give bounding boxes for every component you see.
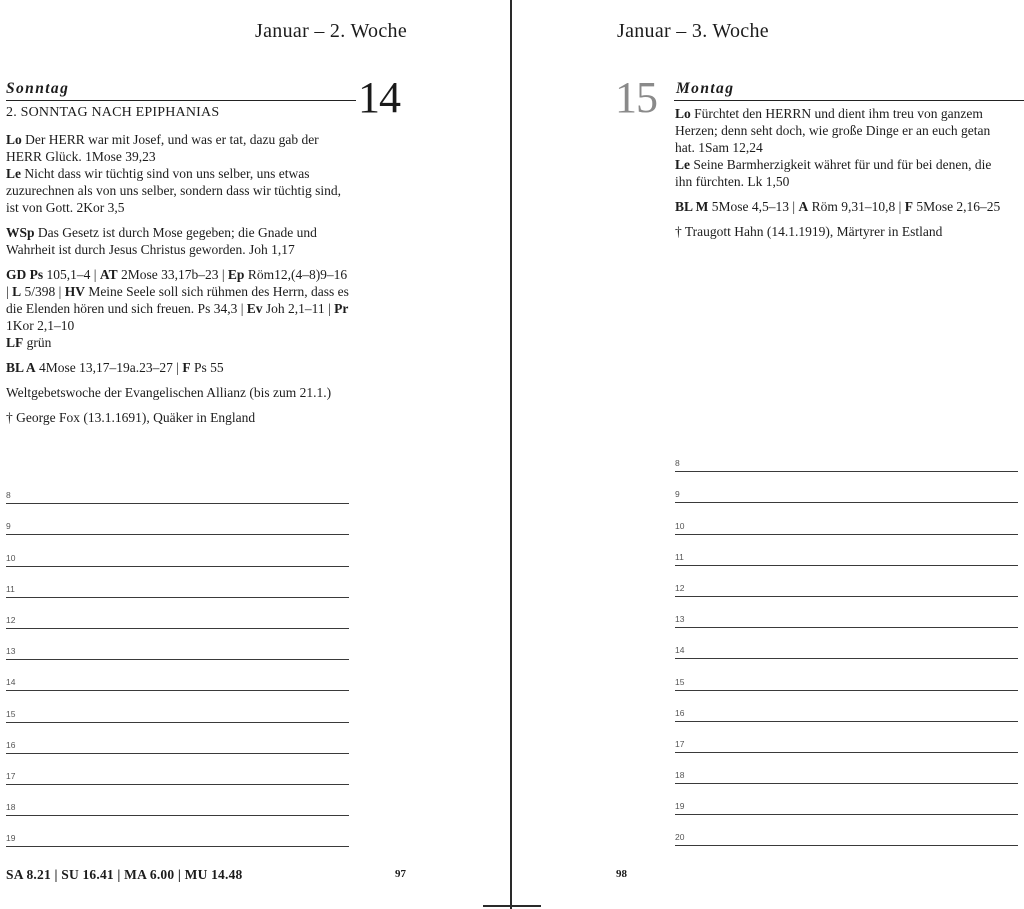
- day-subtitle: 2. SONNTAG NACH EPIPHANIAS: [6, 105, 220, 120]
- day-entries: [6, 131, 353, 434]
- hour-label: 17: [6, 770, 16, 781]
- hour-label: 12: [6, 614, 16, 625]
- day-entries: [675, 105, 1008, 248]
- page-number: 97: [395, 868, 406, 880]
- hour-label: 18: [675, 770, 685, 781]
- hour-slot[interactable]: [6, 629, 349, 660]
- lehrtext: Le Nicht dass wir tüchtig sind von uns selber, uns etwas zuzurechnen als von uns selber, sondern dass wir tüchtig sind, ist von Gott. 2Kor 3,5: [6, 166, 342, 215]
- hour-label: 20: [675, 832, 685, 843]
- hour-label: 8: [6, 490, 11, 501]
- left-page: [0, 0, 510, 909]
- hour-label: 16: [6, 739, 16, 750]
- hour-slot[interactable]: [6, 535, 349, 566]
- hour-slot[interactable]: [675, 628, 1018, 659]
- hour-slot[interactable]: [6, 567, 349, 598]
- memorial-note: † George Fox (13.1.1691), Quäker in England: [6, 410, 256, 425]
- right-page: [514, 0, 1024, 909]
- week-note: Weltgebetswoche der Evangelischen Allianz (bis zum 21.1.): [6, 385, 332, 400]
- hour-label: 10: [6, 552, 16, 563]
- hour-slot[interactable]: [6, 723, 349, 754]
- hour-label: 15: [6, 708, 16, 719]
- day-number: 14: [358, 73, 400, 122]
- losung: Lo Der HERR war mit Josef, und was er tat, dazu gab der HERR Glück. 1Mose 39,23: [6, 132, 319, 164]
- week-title: Januar – 2. Woche: [255, 20, 407, 42]
- hour-slots: [675, 441, 1018, 846]
- losung: Lo Fürchtet den HERRN und dient ihm treu von ganzem Herzen; denn seht doch, wie große Dinge er an euch getan hat. 1Sam 12,24: [675, 106, 991, 155]
- page-number: 98: [616, 868, 627, 880]
- hour-label: 11: [675, 551, 684, 562]
- hour-slot[interactable]: [6, 785, 349, 816]
- hour-label: 10: [675, 520, 685, 531]
- hour-slot[interactable]: [6, 691, 349, 722]
- hour-slot[interactable]: [675, 472, 1018, 503]
- hour-label: 11: [6, 583, 15, 594]
- hour-label: 19: [6, 833, 16, 844]
- day-header-rule: [674, 100, 1024, 101]
- hour-label: 15: [675, 676, 685, 687]
- hour-slot[interactable]: [6, 660, 349, 691]
- day-name: Sonntag: [6, 80, 70, 97]
- hour-slot[interactable]: [675, 441, 1018, 472]
- lehrtext: Le Seine Barmherzigkeit währet für und für bei denen, die ihn fürchten. Lk 1,50: [675, 157, 992, 189]
- week-title: Januar – 3. Woche: [617, 20, 769, 42]
- day-header-rule: [6, 100, 356, 101]
- wochenspruch: WSp Das Gesetz ist durch Mose gegeben; die Gnade und Wahrheit ist durch Jesus Christus geworden. Joh 1,17: [6, 225, 317, 257]
- hour-slot[interactable]: [675, 566, 1018, 597]
- sun-moon-times: SA 8.21 | SU 16.41 | MA 6.00 | MU 14.48: [6, 867, 243, 882]
- memorial-note: † Traugott Hahn (14.1.1919), Märtyrer in Estland: [675, 224, 943, 239]
- hour-label: 12: [675, 582, 685, 593]
- hour-slots: [6, 473, 349, 847]
- hour-label: 18: [6, 802, 16, 813]
- day-number: 15: [615, 73, 657, 122]
- hour-label: 14: [6, 677, 16, 688]
- hour-label: 9: [6, 521, 11, 532]
- hour-slot[interactable]: [675, 659, 1018, 690]
- hour-slot[interactable]: [6, 473, 349, 504]
- book-spine: [510, 0, 512, 909]
- hour-slot[interactable]: [675, 535, 1018, 566]
- day-name: Montag: [676, 80, 735, 97]
- hour-label: 8: [675, 458, 680, 469]
- hour-label: 16: [675, 707, 685, 718]
- hour-slot[interactable]: [675, 753, 1018, 784]
- hour-label: 13: [6, 646, 16, 657]
- hour-slot[interactable]: [675, 722, 1018, 753]
- hour-slot[interactable]: [675, 815, 1018, 846]
- gottesdienst-readings: GD Ps 105,1–4 | AT 2Mose 33,17b–23 | Ep Röm12,(4–8)9–16 | L 5/398 | HV Meine Seele soll sich rühmen des Herrn, dass es die Elenden hören und sich freuen. Ps 34,3 | Ev Joh 2,1–11 | Pr 1Kor 2,1–10 LF grün: [6, 267, 349, 350]
- hour-label: 13: [675, 614, 685, 625]
- bibellese: BL A 4Mose 13,17–19a.23–27 | F Ps 55: [6, 360, 224, 375]
- hour-slot[interactable]: [675, 597, 1018, 628]
- hour-label: 17: [675, 738, 685, 749]
- hour-label: 9: [675, 489, 680, 500]
- hour-label: 14: [675, 645, 685, 656]
- hour-label: 19: [675, 801, 685, 812]
- hour-slot[interactable]: [6, 598, 349, 629]
- hour-slot[interactable]: [675, 784, 1018, 815]
- hour-slot[interactable]: [6, 754, 349, 785]
- bibellese: BL M 5Mose 4,5–13 | A Röm 9,31–10,8 | F 5Mose 2,16–25: [675, 199, 1001, 214]
- hour-slot[interactable]: [675, 691, 1018, 722]
- hour-slot[interactable]: [6, 504, 349, 535]
- hour-slot[interactable]: [675, 503, 1018, 534]
- hour-slot[interactable]: [6, 816, 349, 847]
